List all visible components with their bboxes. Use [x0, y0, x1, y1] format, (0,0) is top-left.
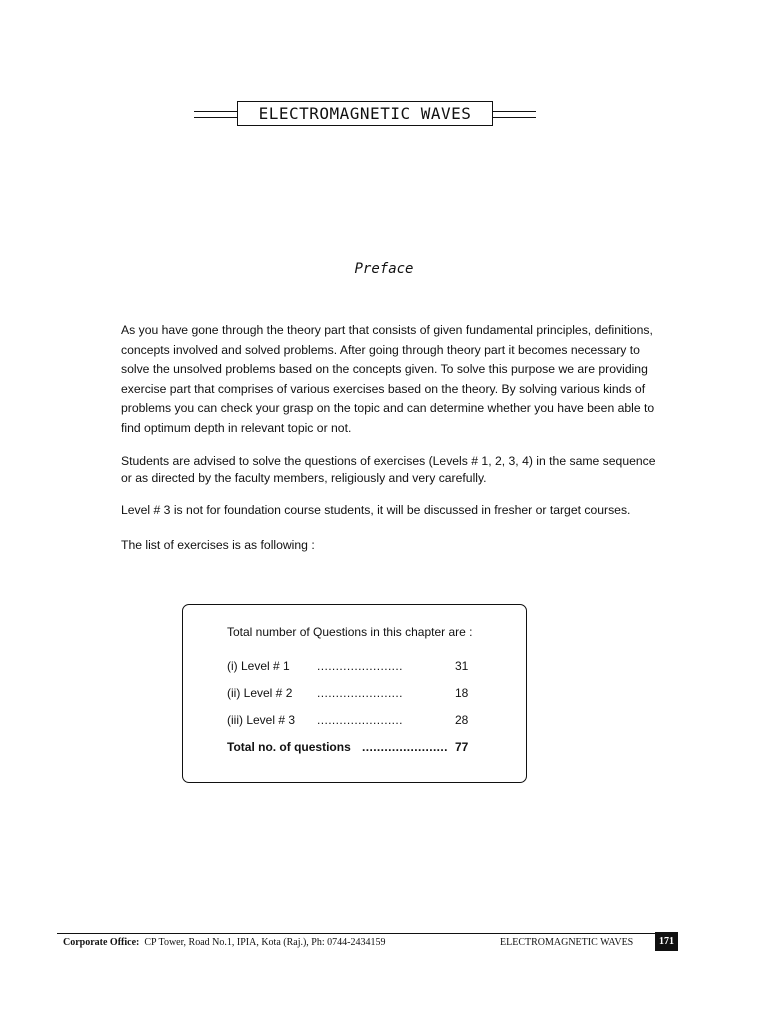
- footer-office-info: [63, 937, 385, 948]
- total-questions-row: [227, 740, 487, 756]
- questions-box-title: Total number of Questions in this chapter are :: [227, 625, 473, 639]
- questions-summary-box: [182, 604, 527, 783]
- level-count: 28: [455, 713, 469, 727]
- level-label: (iii) Level # 3: [227, 713, 296, 727]
- chapter-title-banner: [194, 101, 536, 128]
- footer-office-address: CP Tower, Road No.1, IPIA, Kota (Raj.), Ph: 0744-2434159: [144, 937, 386, 948]
- level-row-2: [227, 686, 487, 702]
- preface-paragraph-2: Students are advised to solve the questions of exercises (Levels # 1, 2, 3, 4) in the same sequence or as directed by the faculty members, religiously and very carefully.: [121, 454, 656, 485]
- level-leader-dots: .......................: [317, 659, 403, 673]
- level-label: (ii) Level # 2: [227, 686, 293, 700]
- preface-paragraph-1: As you have gone through the theory part that consists of given fundamental principles, definitions, concepts involved and solved problems. After going through theory part it becomes necessary to solve the unsolved problems based on the concepts given. To solve this purpose we are providing exercise part that comprises of various exercises based on the theory. By solving various kinds of problems you can check your grasp on the topic and can determine whether you have been able to find optimum depth in relevant topic or not.: [121, 323, 655, 435]
- level-label: (i) Level # 1: [227, 659, 290, 673]
- level-count: 31: [455, 659, 469, 673]
- footer-office-label: Corporate Office:: [63, 937, 140, 948]
- title-rule-left: [194, 111, 238, 118]
- level-leader-dots: .......................: [317, 713, 403, 727]
- page-number-badge: 171: [655, 932, 678, 951]
- total-count: 77: [455, 740, 469, 754]
- footer-rule: [57, 933, 678, 934]
- level-row-3: [227, 713, 487, 729]
- footer-chapter-name: ELECTROMAGNETIC WAVES: [500, 937, 634, 948]
- preface-paragraph-3: Level # 3 is not for foundation course students, it will be discussed in fresher or target courses.: [121, 503, 631, 517]
- level-leader-dots: .......................: [317, 686, 403, 700]
- level-row-1: [227, 659, 487, 675]
- total-leader-dots: .......................: [362, 740, 448, 754]
- preface-paragraph-4: The list of exercises is as following :: [121, 538, 315, 552]
- preface-heading: Preface: [354, 261, 414, 277]
- chapter-title: ELECTROMAGNETIC WAVES: [237, 101, 493, 126]
- total-label: Total no. of questions: [227, 740, 351, 754]
- title-rule-right: [492, 111, 536, 118]
- level-count: 18: [455, 686, 469, 700]
